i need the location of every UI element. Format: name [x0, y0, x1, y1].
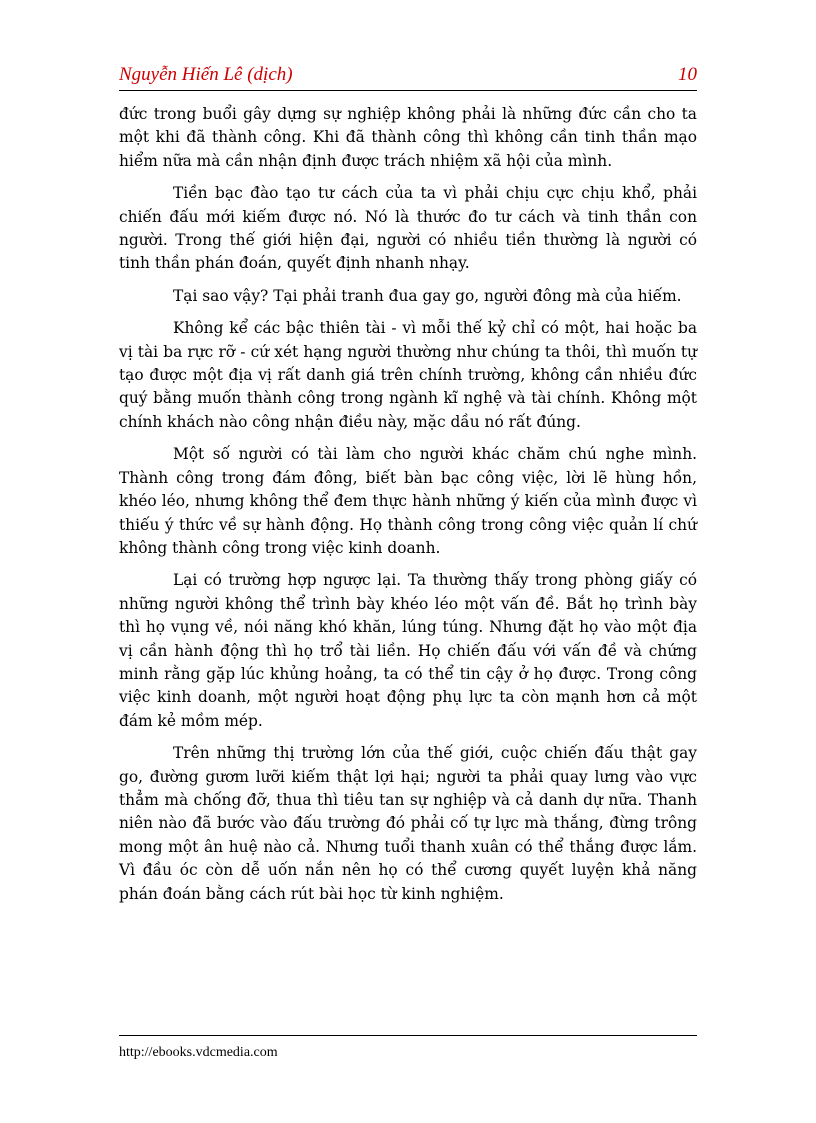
paragraph-continued: đức trong buổi gây dựng sự nghiệp không phải là những đức cần cho ta một khi đã thành công. Khi đã thành công thì không cần tinh thần mạo hiểm nữa mà cần nhận định được trách nhiệm xã hội của mình. [119, 105, 697, 170]
paragraph: Trên những thị trường lớn của thế giới, cuộc chiến đấu thật gay go, đường gươm lưỡi kiếm thật lợi hại; người ta phải quay lưng vào vực thẳm mà chống đỡ, thua thì tiêu tan sự nghiệp và cả danh dự nữa. Thanh niên nào đã bước vào đấu trường đó phải cố tự lực mà thắng, đừng trông mong một ân huệ nào cả. Nhưng tuổi thanh xuân có thể thắng được lắm. Vì đầu óc còn dễ uốn nắn nên họ có thể cương quyết luyện khả năng phán đoán bằng cách rút bài học từ kinh nghiệm. [119, 744, 697, 903]
paragraph: Không kể các bậc thiên tài - vì mỗi thế kỷ chỉ có một, hai hoặc ba vị tài ba rực rỡ - cứ xét hạng người thường như chúng ta thôi, thì muốn tự tạo được một địa vị rất danh giá trên chính trường, không cần nhiều đức quý bằng muốn thành công trong ngành kĩ nghệ và tài chính. Không một chính khách nào công nhận điều này, mặc dầu nó rất đúng. [119, 319, 697, 431]
page-body [119, 103, 697, 915]
paragraph: Tại sao vậy? Tại phải tranh đua gay go, người đông mà của hiếm. [173, 286, 682, 305]
paragraph: Một số người có tài làm cho người khác chăm chú nghe mình. Thành công trong đám đông, biết bàn bạc công việc, lời lẽ hùng hồn, khéo léo, nhưng không thể đem thực hành những ý kiến của mình được vì thiếu ý thức về sự hành động. Họ thành công trong công việc quản lí chứ không thành công trong việc kinh doanh. [119, 445, 697, 557]
paragraph: Tiền bạc đào tạo tư cách của ta vì phải chịu cực chịu khổ, phải chiến đấu mới kiếm được nó. Nó là thước đo tư cách và tinh thần con người. Trong thế giới hiện đại, người có nhiều tiền thường là người có tinh thần phán đoán, quyết định nhanh nhạy. [119, 184, 697, 273]
page-header [119, 56, 697, 91]
footer-url: http://ebooks.vdcmedia.com [119, 1045, 278, 1060]
page-number: 10 [678, 64, 697, 85]
paragraph: Lại có trường hợp ngược lại. Ta thường thấy trong phòng giấy có những người không thể trình bày khéo léo một vấn đề. Bắt họ trình bày thì họ vụng về, nói năng khó khăn, lúng túng. Nhưng đặt họ vào một địa vị cần hành động thì họ trổ tài liền. Họ chiến đấu với vấn đề và chứng minh rằng gặp lúc khủng hoảng, ta có thể tin cậy ở họ được. Trong công việc kinh doanh, một người hoạt động phụ lực ta còn mạnh hơn cả một đám kẻ mồm mép. [119, 571, 697, 730]
page-footer [119, 1035, 697, 1060]
header-author: Nguyễn Hiến Lê (dịch) [119, 64, 293, 85]
